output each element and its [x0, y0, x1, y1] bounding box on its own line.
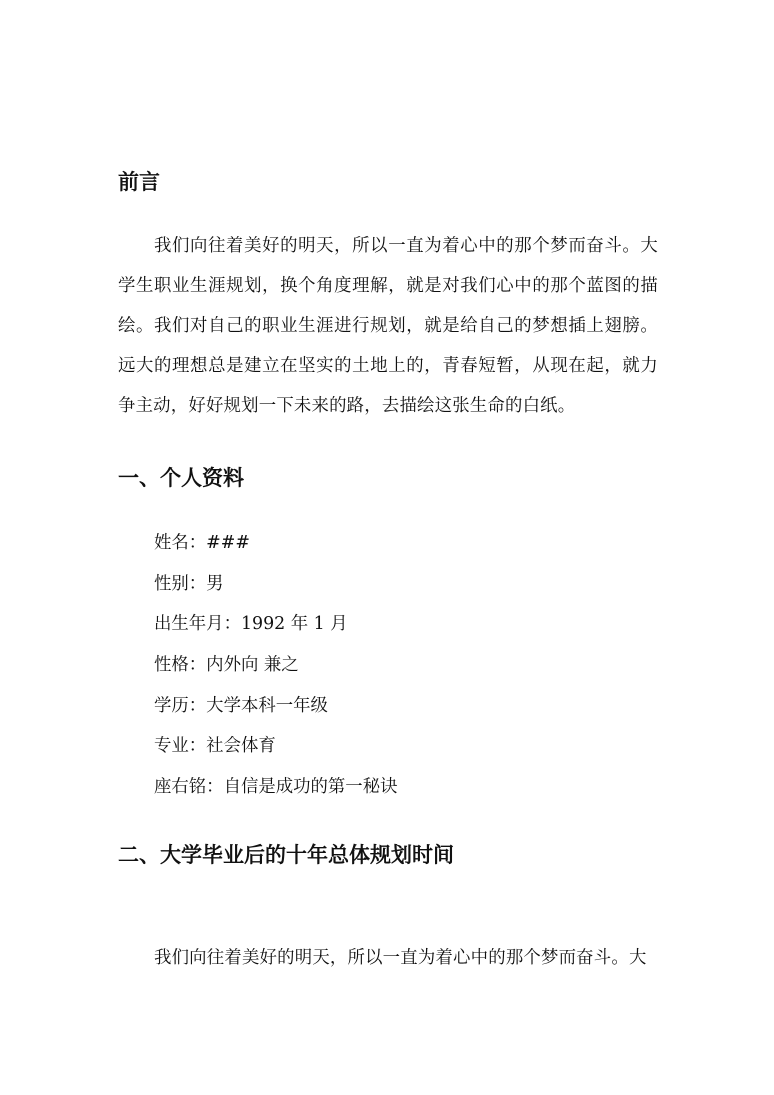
personal-info-heading: 一、个人资料: [118, 466, 244, 490]
career-plan-paragraph-wrapper: [118, 938, 658, 982]
info-gender: 性别：男: [154, 573, 224, 594]
info-education: 学历：大学本科一年级: [154, 695, 328, 716]
career-plan-heading: 二、大学毕业后的十年总体规划时间: [118, 843, 454, 867]
preface-paragraph: 我们向往着美好的明天，所以一直为着心中的那个梦而奋斗。大学生职业生涯规划，换个角度理解，就是对我们心中的那个蓝图的描绘。我们对自己的职业生涯进行规划，就是给自己的梦想插上翅膀。远大的理想总是建立在坚实的土地上的，青春短暂，从现在起，就力争主动，好好规划一下未来的路，去描绘这张生命的白纸。: [118, 236, 658, 416]
info-personality: 性格：内外向 兼之: [154, 655, 299, 676]
info-major: 专业：社会体育: [154, 736, 276, 757]
info-motto: 座右铭：自信是成功的第一秘诀: [154, 777, 398, 798]
career-plan-paragraph: 我们向往着美好的明天，所以一直为着心中的那个梦而奋斗。大: [154, 948, 647, 968]
personal-info-list: [154, 528, 397, 813]
info-birth-date: 出生年月：1992 年 1 月: [154, 614, 348, 635]
info-name: 姓名：###: [154, 533, 250, 553]
preface-heading: 前言: [118, 170, 160, 194]
